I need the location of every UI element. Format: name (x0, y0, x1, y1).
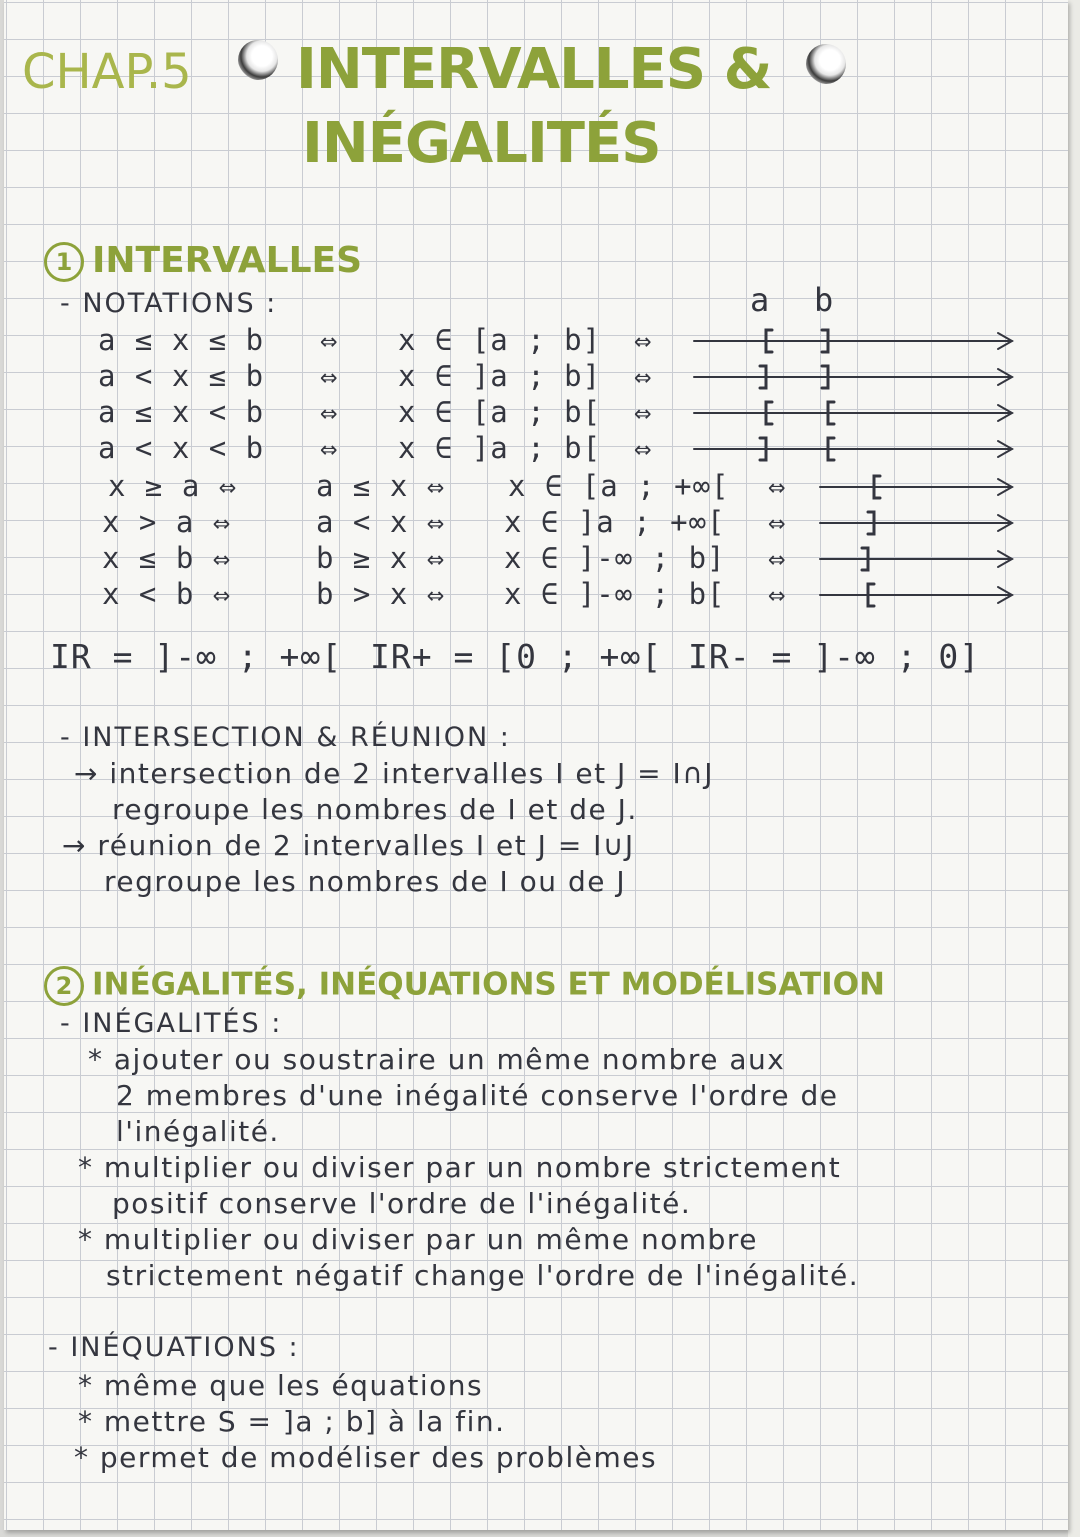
number-lines (4, 0, 1068, 640)
rule1-line2: 2 membres d'une inégalité conserve l'ordre de (116, 1079, 839, 1112)
row-7-arrow: ⇔ (768, 541, 787, 575)
row-3-ineq: a ≤ x < b (98, 395, 265, 429)
row-3-eq: ⇔ (320, 395, 339, 429)
row-5-eq: a ≤ x ⇔ (316, 469, 446, 503)
page-title-line1: INTERVALLES & (296, 37, 772, 102)
inequation-rule3: * permet de modéliser des problèmes (74, 1441, 658, 1474)
number-line-4 (694, 438, 1012, 460)
rule1-line3: l'inégalité. (116, 1115, 280, 1148)
number-line-6 (820, 512, 1012, 534)
inequation-rule2: * mettre S = ]a ; b] à la fin. (78, 1405, 506, 1438)
notebook-page (4, 0, 1068, 1530)
row-5-interval: x ∈ [a ; +∞[ (508, 469, 730, 503)
section1-number: 1 (44, 242, 84, 282)
intersection-label: - INTERSECTION & RÉUNION : (60, 722, 511, 753)
inequation-rule1: * même que les équations (78, 1369, 484, 1402)
chapter-label: CHAP.5 (22, 44, 192, 100)
rule1-line1: * ajouter ou soustraire un même nombre aux (88, 1043, 786, 1076)
inegalites-label: - INÉGALITÉS : (60, 1008, 283, 1039)
row-8-arrow: ⇔ (768, 577, 787, 611)
axis-label-a: a (750, 281, 771, 319)
row-5-ineq: x ≥ a ⇔ (108, 469, 238, 503)
row-6-eq: a < x ⇔ (316, 505, 446, 539)
row-2-interval: x ∈ ]a ; b] (398, 359, 602, 393)
row-4-interval: x ∈ ]a ; b[ (398, 431, 602, 465)
intersection-line1: → intersection de 2 intervalles I et J = I∩J (74, 757, 714, 790)
row-4-arrow: ⇔ (634, 431, 653, 465)
row-7-ineq: x ≤ b ⇔ (102, 541, 232, 575)
row-5-arrow: ⇔ (768, 469, 787, 503)
row-4-ineq: a < x < b (98, 431, 265, 465)
number-line-3 (694, 402, 1012, 424)
row-1-eq: ⇔ (320, 323, 339, 357)
row-4-eq: ⇔ (320, 431, 339, 465)
row-8-ineq: x < b ⇔ (102, 577, 232, 611)
row-3-interval: x ∈ [a ; b[ (398, 395, 602, 429)
row-1-arrow: ⇔ (634, 323, 653, 357)
set-R-plus: IR+ = [0 ; +∞[ (370, 637, 663, 676)
section2-number: 2 (44, 966, 84, 1006)
row-6-arrow: ⇔ (768, 505, 787, 539)
row-8-eq: b > x ⇔ (316, 577, 446, 611)
row-7-eq: b ≥ x ⇔ (316, 541, 446, 575)
number-line-2 (694, 366, 1012, 388)
row-1-interval: x ∈ [a ; b] (398, 323, 602, 357)
union-line2: regroupe les nombres de I ou de J (104, 865, 627, 898)
section1-title: INTERVALLES (92, 240, 363, 281)
section2-title: INÉGALITÉS, INÉQUATIONS ET MODÉLISATION (92, 966, 885, 1003)
axis-label-b: b (814, 281, 835, 319)
rule2-line2: positif conserve l'ordre de l'inégalité. (112, 1187, 692, 1220)
rule3-line2: strictement négatif change l'ordre de l'inégalité. (106, 1259, 860, 1292)
rule3-line1: * multiplier ou diviser par un même nombre (78, 1223, 759, 1256)
number-line-1 (694, 330, 1012, 352)
inequations-label: - INÉQUATIONS : (48, 1332, 300, 1363)
row-6-interval: x ∈ ]a ; +∞[ (504, 505, 726, 539)
set-R-minus: IR- = ]-∞ ; 0] (688, 637, 981, 676)
number-line-8 (820, 584, 1012, 606)
set-R: IR = ]-∞ ; +∞[ (50, 637, 343, 676)
row-2-arrow: ⇔ (634, 359, 653, 393)
notations-label: - NOTATIONS : (60, 288, 278, 319)
row-7-interval: x ∈ ]-∞ ; b] (504, 541, 726, 575)
row-2-eq: ⇔ (320, 359, 339, 393)
union-line1: → réunion de 2 intervalles I et J = I∪J (62, 829, 635, 862)
number-line-7 (820, 548, 1012, 570)
row-3-arrow: ⇔ (634, 395, 653, 429)
row-8-interval: x ∈ ]-∞ ; b[ (504, 577, 726, 611)
number-line-5 (820, 476, 1012, 498)
page-title-line2: INÉGALITÉS (302, 111, 661, 176)
section2-heading (44, 966, 885, 1006)
rule2-line1: * multiplier ou diviser par un nombre strictement (78, 1151, 842, 1184)
row-1-ineq: a ≤ x ≤ b (98, 323, 265, 357)
row-6-ineq: x > a ⇔ (102, 505, 232, 539)
row-2-ineq: a < x ≤ b (98, 359, 265, 393)
page-edge-2 (1074, 0, 1080, 1537)
intersection-line2: regroupe les nombres de I et de J. (112, 793, 638, 826)
